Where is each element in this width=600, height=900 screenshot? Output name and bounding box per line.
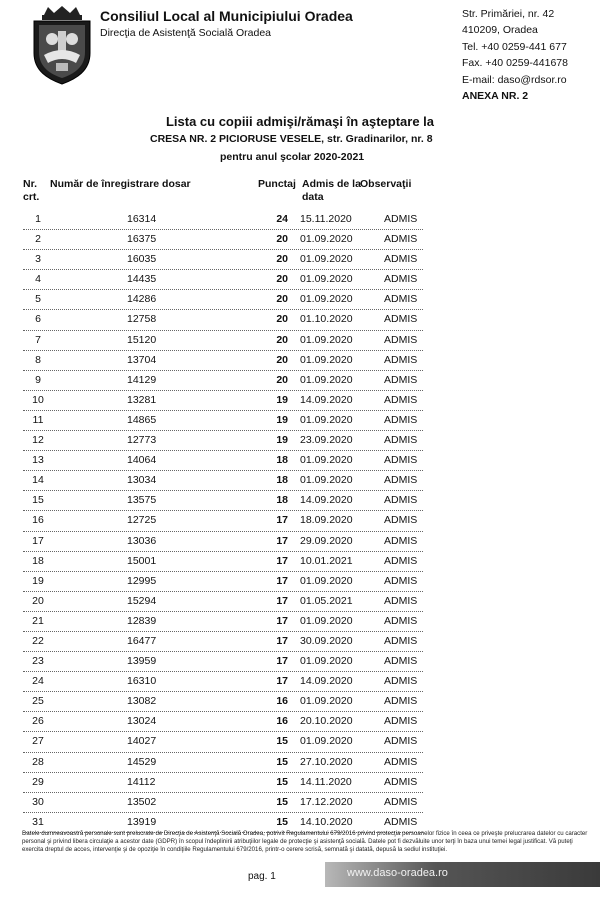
table-row [23, 793, 423, 813]
admission-date: 14.09.2020 [300, 393, 353, 406]
table-row [23, 230, 423, 250]
city-coat-of-arms-icon [30, 5, 94, 85]
observation: ADMIS [384, 393, 418, 406]
organization-subtitle: Direcţia de Asistenţă Socială Oradea [100, 27, 272, 39]
gdpr-footnote: Datele dumneavoastră personale sunt prelucrate de Direcţia de Asistenţă Socială Oradea, potrivit Regulamentului 679/2016 privind protecţia persoanelor fizice în ceea ce priveşte prelucrarea datelor cu caracter personal şi privind libera circulaţie a acestor date (GDPR) în scopul îndeplinirii atribuţiilor legale de protecţie şi asistenţă socială. Datele pot fi dezvăluite unor terţi în baza unui temei legal justificat. Vă puteţi exercita dreptul de acces, intervenţie şi de opoziţie în condiţiile Regulamentului 679/2016, printr-o cerere scrisă, semnată şi datată, depusă la sediul instituţiei. [22, 830, 588, 853]
observation: ADMIS [384, 333, 418, 346]
admission-date: 01.09.2020 [300, 454, 353, 467]
score: 15 [276, 735, 288, 748]
observation: ADMIS [384, 634, 418, 647]
dossier-number: 14286 [127, 293, 157, 306]
dossier-number: 12725 [127, 514, 157, 527]
admission-date: 14.11.2020 [300, 775, 352, 788]
score: 17 [276, 614, 288, 627]
admission-table [23, 210, 423, 833]
observation: ADMIS [384, 574, 418, 587]
admission-date: 01.09.2020 [300, 413, 353, 426]
observation: ADMIS [384, 293, 418, 306]
phone-number: Tel. +40 0259-441 677 [462, 40, 567, 53]
score: 20 [276, 313, 288, 326]
table-row [23, 592, 423, 612]
row-number: 12 [32, 434, 44, 447]
score: 17 [276, 634, 288, 647]
dossier-number: 14112 [127, 775, 156, 788]
row-number: 17 [32, 534, 44, 547]
table-row [23, 210, 423, 230]
dossier-number: 15001 [127, 554, 157, 567]
score: 20 [276, 373, 288, 386]
score: 16 [276, 715, 288, 728]
admission-date: 14.09.2020 [300, 675, 353, 688]
row-number: 22 [32, 634, 44, 647]
admission-date: 29.09.2020 [300, 534, 353, 547]
dossier-number: 13704 [127, 353, 157, 366]
dossier-number: 13034 [127, 474, 157, 487]
row-number: 25 [32, 695, 44, 708]
row-number: 10 [32, 393, 44, 406]
score: 16 [276, 695, 288, 708]
score: 20 [276, 293, 288, 306]
row-number: 18 [32, 554, 44, 567]
admission-date: 27.10.2020 [300, 755, 353, 768]
admission-date: 01.09.2020 [300, 474, 353, 487]
table-row [23, 572, 423, 592]
header-observatii: Observaţii [360, 178, 412, 190]
row-number: 31 [32, 815, 44, 828]
table-row [23, 753, 423, 773]
table-row [23, 773, 423, 793]
row-number: 29 [32, 775, 44, 788]
row-number: 20 [32, 594, 44, 607]
school-year: pentru anul şcolar 2020-2021 [220, 151, 365, 163]
admission-date: 18.09.2020 [300, 514, 353, 527]
score: 19 [276, 434, 288, 447]
row-number: 27 [32, 735, 44, 748]
observation: ADMIS [384, 273, 418, 286]
website-url: www.daso-oradea.ro [347, 867, 448, 879]
row-number: 24 [32, 675, 44, 688]
admission-date: 01.09.2020 [300, 273, 353, 286]
admission-date: 01.09.2020 [300, 233, 353, 246]
observation: ADMIS [384, 614, 418, 627]
row-number: 11 [32, 413, 44, 426]
dossier-number: 16314 [127, 213, 157, 225]
admission-date: 01.09.2020 [300, 333, 353, 346]
score: 17 [276, 534, 288, 547]
score: 15 [276, 795, 288, 808]
table-row [23, 331, 423, 351]
score: 17 [276, 514, 288, 527]
dossier-number: 12995 [127, 574, 157, 587]
header-dosar: Număr de înregistrare dosar [50, 178, 191, 190]
admission-date: 01.05.2021 [300, 594, 353, 607]
observation: ADMIS [384, 655, 418, 668]
row-number: 26 [32, 715, 44, 728]
table-row [23, 411, 423, 431]
dossier-number: 16375 [127, 233, 157, 246]
score: 18 [276, 474, 288, 487]
score: 20 [276, 233, 288, 246]
table-row [23, 310, 423, 330]
dossier-number: 14865 [127, 413, 157, 426]
row-number: 30 [32, 795, 44, 808]
table-row [23, 552, 423, 572]
observation: ADMIS [384, 795, 418, 808]
score: 17 [276, 554, 288, 567]
organization-title: Consiliul Local al Municipiului Oradea [100, 8, 353, 24]
score: 20 [276, 353, 288, 366]
observation: ADMIS [384, 695, 418, 708]
header-punctaj: Punctaj [258, 178, 296, 190]
table-row [23, 652, 423, 672]
admission-date: 01.09.2020 [300, 614, 353, 627]
row-number: 8 [35, 353, 41, 366]
row-number: 9 [35, 373, 41, 386]
admission-date: 15.11.2020 [300, 213, 352, 225]
admission-date: 17.12.2020 [300, 795, 353, 808]
observation: ADMIS [384, 715, 418, 728]
observation: ADMIS [384, 775, 418, 788]
score: 19 [276, 393, 288, 406]
row-number: 7 [35, 333, 41, 346]
dossier-number: 12758 [127, 313, 157, 326]
table-row [23, 532, 423, 552]
website-banner [325, 862, 600, 887]
dossier-number: 14129 [127, 373, 157, 386]
observation: ADMIS [384, 413, 418, 426]
address-line-2: 410209, Oradea [462, 24, 538, 37]
dossier-number: 13281 [127, 393, 157, 406]
observation: ADMIS [384, 373, 418, 386]
dossier-number: 13959 [127, 655, 157, 668]
row-number: 15 [32, 494, 44, 507]
score: 20 [276, 253, 288, 266]
observation: ADMIS [384, 735, 418, 748]
dossier-number: 13575 [127, 494, 157, 507]
observation: ADMIS [384, 755, 418, 768]
annex-label: ANEXA NR. 2 [462, 90, 529, 103]
row-number: 1 [35, 213, 41, 225]
score: 20 [276, 273, 288, 286]
admission-date: 14.10.2020 [300, 815, 353, 828]
observation: ADMIS [384, 253, 418, 266]
dossier-number: 16310 [127, 675, 157, 688]
list-title: Lista cu copiii admişi/rămaşi în aşteptare la [165, 114, 435, 129]
table-row [23, 732, 423, 752]
dossier-number: 12773 [127, 434, 157, 447]
table-row [23, 371, 423, 391]
dossier-number: 13024 [127, 715, 157, 728]
admission-date: 14.09.2020 [300, 494, 353, 507]
table-row [23, 451, 423, 471]
admission-date: 01.09.2020 [300, 655, 353, 668]
table-row [23, 511, 423, 531]
admission-date: 01.09.2020 [300, 253, 353, 266]
dossier-number: 13919 [127, 815, 157, 828]
table-row [23, 692, 423, 712]
table-row [23, 672, 423, 692]
admission-date: 01.09.2020 [300, 695, 353, 708]
row-number: 2 [35, 233, 41, 246]
observation: ADMIS [384, 494, 418, 507]
observation: ADMIS [384, 815, 418, 828]
admission-date: 20.10.2020 [300, 715, 353, 728]
row-number: 19 [32, 574, 44, 587]
row-number: 23 [32, 655, 44, 668]
row-number: 21 [32, 614, 44, 627]
dossier-number: 15120 [127, 333, 157, 346]
dossier-number: 13502 [127, 795, 157, 808]
admission-date: 01.09.2020 [300, 735, 353, 748]
score: 17 [276, 655, 288, 668]
address-line-1: Str. Primăriei, nr. 42 [462, 8, 555, 20]
observation: ADMIS [384, 554, 418, 567]
dossier-number: 14435 [127, 273, 157, 286]
row-number: 16 [32, 514, 44, 527]
dossier-number: 15294 [127, 594, 157, 607]
table-row [23, 351, 423, 371]
observation: ADMIS [384, 313, 418, 326]
admission-date: 01.09.2020 [300, 353, 353, 366]
table-row [23, 632, 423, 652]
table-row [23, 712, 423, 732]
observation: ADMIS [384, 213, 418, 225]
score: 20 [276, 333, 288, 346]
admission-date: 01.09.2020 [300, 574, 353, 587]
row-number: 13 [32, 454, 44, 467]
table-row [23, 471, 423, 491]
score: 15 [276, 755, 288, 768]
row-number: 14 [32, 474, 44, 487]
score: 15 [276, 775, 288, 788]
dossier-number: 13082 [127, 695, 157, 708]
admission-date: 30.09.2020 [300, 634, 353, 647]
score: 15 [276, 815, 288, 828]
dossier-number: 14027 [127, 735, 157, 748]
table-row [23, 290, 423, 310]
table-row [23, 270, 423, 290]
table-row [23, 431, 423, 451]
dossier-number: 13036 [127, 534, 157, 547]
observation: ADMIS [384, 233, 418, 246]
observation: ADMIS [384, 594, 418, 607]
email-address: E-mail: daso@rdsor.ro [462, 73, 567, 86]
admission-date: 01.10.2020 [300, 313, 353, 326]
header-nr-crt: Nr. crt. [23, 178, 40, 203]
score: 19 [276, 413, 288, 426]
observation: ADMIS [384, 434, 418, 447]
header-admis-date: Admis de la data [302, 178, 361, 203]
observation: ADMIS [384, 514, 418, 527]
admission-date: 10.01.2021 [300, 554, 353, 567]
row-number: 28 [32, 755, 44, 768]
row-number: 4 [35, 273, 41, 286]
score: 17 [276, 574, 288, 587]
admission-date: 23.09.2020 [300, 434, 353, 447]
observation: ADMIS [384, 534, 418, 547]
observation: ADMIS [384, 454, 418, 467]
score: 18 [276, 494, 288, 507]
table-row [23, 491, 423, 511]
row-number: 3 [35, 253, 41, 266]
observation: ADMIS [384, 353, 418, 366]
page-number: pag. 1 [248, 871, 276, 882]
score: 24 [276, 213, 288, 225]
dossier-number: 14529 [127, 755, 157, 768]
dossier-number: 16477 [127, 634, 157, 647]
admission-date: 01.09.2020 [300, 373, 353, 386]
score: 17 [276, 594, 288, 607]
admission-date: 01.09.2020 [300, 293, 353, 306]
dossier-number: 12839 [127, 614, 157, 627]
table-row [23, 250, 423, 270]
fax-number: Fax. +40 0259-441678 [462, 57, 568, 70]
nursery-name: CRESA NR. 2 PICIORUSE VESELE, str. Gradinarilor, nr. 8 [150, 133, 433, 145]
observation: ADMIS [384, 675, 418, 688]
score: 17 [276, 675, 288, 688]
contact-block [462, 6, 568, 104]
observation: ADMIS [384, 474, 418, 487]
table-row [23, 391, 423, 411]
score: 18 [276, 454, 288, 467]
table-row [23, 612, 423, 632]
row-number: 5 [35, 293, 41, 306]
row-number: 6 [35, 313, 41, 326]
dossier-number: 16035 [127, 253, 157, 266]
dossier-number: 14064 [127, 454, 157, 467]
